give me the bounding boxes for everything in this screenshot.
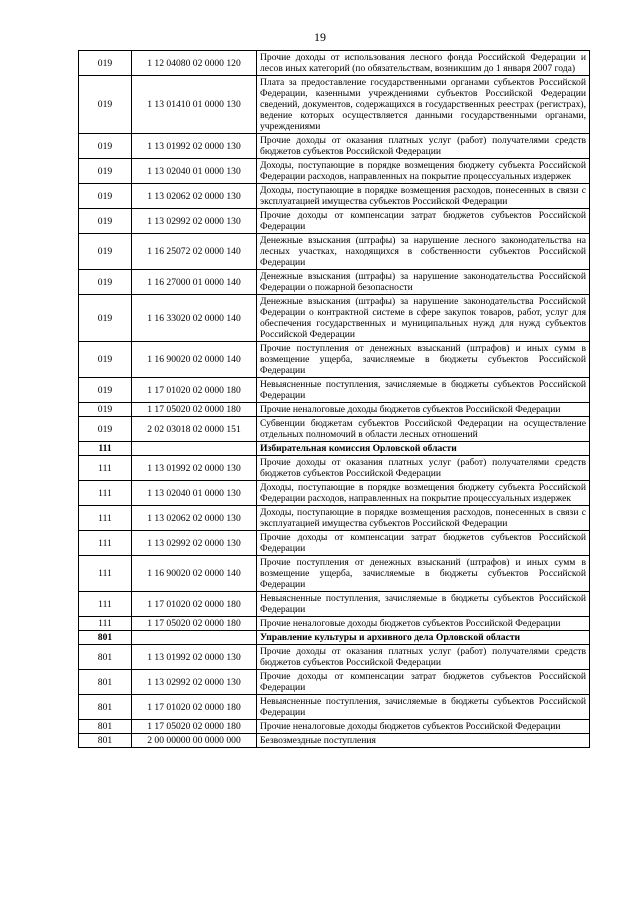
table-row — [79, 734, 590, 748]
revenue-code-cell: 1 13 01992 02 0000 130 — [132, 134, 257, 159]
revenue-code-cell: 1 12 04080 02 0000 120 — [132, 51, 257, 76]
table-row — [79, 342, 590, 378]
revenue-code-cell: 1 17 01020 02 0000 180 — [132, 695, 257, 720]
revenue-code-cell — [132, 442, 257, 456]
table-row — [79, 184, 590, 209]
revenue-code-cell: 1 16 90020 02 0000 140 — [132, 556, 257, 592]
revenue-codes-table — [78, 50, 590, 748]
table-row — [79, 531, 590, 556]
revenue-name-cell: Плата за предоставление государственными органами субъектов Российской Федерации, казенными учреждениями субъектов Российской Федерации сведений, документов, содержащихся в государственных реестрах (регистрах), ведение которых осуществляется данными государственными органами, учреждениями — [257, 76, 590, 134]
table-row — [79, 506, 590, 531]
revenue-code-cell: 1 13 01410 01 0000 130 — [132, 76, 257, 134]
revenue-code-cell: 1 17 05020 02 0000 180 — [132, 617, 257, 631]
revenue-name-cell: Безвозмездные поступления — [257, 734, 590, 748]
table-row — [79, 134, 590, 159]
table-row — [79, 481, 590, 506]
revenue-code-cell: 1 13 02992 02 0000 130 — [132, 531, 257, 556]
revenue-name-cell: Прочие неналоговые доходы бюджетов субъектов Российской Федерации — [257, 617, 590, 631]
revenue-code-cell: 1 16 33020 02 0000 140 — [132, 295, 257, 342]
table-row — [79, 76, 590, 134]
table-row — [79, 417, 590, 442]
revenue-code-cell: 1 13 01992 02 0000 130 — [132, 645, 257, 670]
admin-code-cell: 019 — [79, 234, 132, 270]
revenue-code-cell — [132, 631, 257, 645]
admin-code-cell: 111 — [79, 442, 132, 456]
admin-code-cell: 111 — [79, 556, 132, 592]
table-row — [79, 617, 590, 631]
revenue-name-cell: Доходы, поступающие в порядке возмещения бюджету субъекта Российской Федерации расходов, направленных на покрытие процессуальных издержек — [257, 481, 590, 506]
table-row — [79, 456, 590, 481]
revenue-name-cell: Доходы, поступающие в порядке возмещения бюджету субъекта Российской Федерации расходов, направленных на покрытие процессуальных издержек — [257, 159, 590, 184]
revenue-code-cell: 1 13 02062 02 0000 130 — [132, 506, 257, 531]
admin-code-cell: 019 — [79, 184, 132, 209]
revenue-code-cell: 1 13 01992 02 0000 130 — [132, 456, 257, 481]
revenue-code-cell: 1 17 05020 02 0000 180 — [132, 720, 257, 734]
revenue-name-cell: Денежные взыскания (штрафы) за нарушение законодательства Российской Федерации о контрактной системе в сфере закупок товаров, работ, услуг для обеспечения государственных и муниципальных нужд для нужд субъектов Российской Федерации — [257, 295, 590, 342]
revenue-name-cell: Прочие неналоговые доходы бюджетов субъектов Российской Федерации — [257, 403, 590, 417]
admin-code-cell: 111 — [79, 617, 132, 631]
revenue-name-cell: Прочие поступления от денежных взысканий (штрафов) и иных сумм в возмещение ущерба, зачисляемые в бюджеты субъектов Российской Федерации — [257, 342, 590, 378]
admin-code-cell: 019 — [79, 342, 132, 378]
admin-code-cell: 019 — [79, 51, 132, 76]
section-header-row — [79, 442, 590, 456]
table-row — [79, 234, 590, 270]
revenue-code-cell: 1 13 02992 02 0000 130 — [132, 209, 257, 234]
revenue-code-cell: 1 17 01020 02 0000 180 — [132, 378, 257, 403]
admin-code-cell: 019 — [79, 378, 132, 403]
table-row — [79, 592, 590, 617]
admin-code-cell: 801 — [79, 720, 132, 734]
revenue-code-cell: 1 17 05020 02 0000 180 — [132, 403, 257, 417]
revenue-name-cell: Прочие доходы от оказания платных услуг (работ) получателями средств бюджетов субъектов Российской Федерации — [257, 456, 590, 481]
revenue-name-cell: Невыясненные поступления, зачисляемые в бюджеты субъектов Российской Федерации — [257, 695, 590, 720]
admin-code-cell: 801 — [79, 670, 132, 695]
revenue-name-cell: Прочие неналоговые доходы бюджетов субъектов Российской Федерации — [257, 720, 590, 734]
revenue-code-cell: 1 13 02062 02 0000 130 — [132, 184, 257, 209]
revenue-name-cell: Невыясненные поступления, зачисляемые в бюджеты субъектов Российской Федерации — [257, 592, 590, 617]
revenue-name-cell: Невыясненные поступления, зачисляемые в бюджеты субъектов Российской Федерации — [257, 378, 590, 403]
admin-code-cell: 801 — [79, 631, 132, 645]
admin-code-cell: 801 — [79, 734, 132, 748]
page-number: 19 — [314, 30, 326, 44]
admin-code-cell: 019 — [79, 270, 132, 295]
revenue-name-cell: Прочие доходы от компенсации затрат бюджетов субъектов Российской Федерации — [257, 531, 590, 556]
admin-code-cell: 111 — [79, 481, 132, 506]
admin-code-cell: 019 — [79, 295, 132, 342]
table-row — [79, 645, 590, 670]
revenue-code-cell: 1 13 02992 02 0000 130 — [132, 670, 257, 695]
admin-code-cell: 801 — [79, 695, 132, 720]
revenue-name-cell: Доходы, поступающие в порядке возмещения расходов, понесенных в связи с эксплуатацией имущества субъектов Российской Федерации — [257, 506, 590, 531]
revenue-name-cell: Прочие доходы от использования лесного фонда Российской Федерации и лесов иных категорий (по обязательствам, возникшим до 1 января 2007 года) — [257, 51, 590, 76]
revenue-code-cell: 2 02 03018 02 0000 151 — [132, 417, 257, 442]
table-row — [79, 670, 590, 695]
revenue-name-cell: Прочие доходы от оказания платных услуг (работ) получателями средств бюджетов субъектов Российской Федерации — [257, 134, 590, 159]
admin-code-cell: 019 — [79, 159, 132, 184]
table-row — [79, 556, 590, 592]
revenue-code-cell: 2 00 00000 00 0000 000 — [132, 734, 257, 748]
table-row — [79, 720, 590, 734]
revenue-name-cell: Прочие доходы от оказания платных услуг (работ) получателями средств бюджетов субъектов Российской Федерации — [257, 645, 590, 670]
revenue-name-cell: Управление культуры и архивного дела Орловской области — [257, 631, 590, 645]
admin-code-cell: 019 — [79, 209, 132, 234]
revenue-name-cell: Субвенции бюджетам субъектов Российской Федерации на осуществление отдельных полномочий в области лесных отношений — [257, 417, 590, 442]
admin-code-cell: 111 — [79, 531, 132, 556]
table-row — [79, 378, 590, 403]
admin-code-cell: 801 — [79, 645, 132, 670]
admin-code-cell: 019 — [79, 76, 132, 134]
admin-code-cell: 111 — [79, 456, 132, 481]
revenue-name-cell: Денежные взыскания (штрафы) за нарушение лесного законодательства на лесных участках, находящихся в собственности субъектов Российской Федерации — [257, 234, 590, 270]
admin-code-cell: 019 — [79, 417, 132, 442]
table-row — [79, 695, 590, 720]
revenue-name-cell: Доходы, поступающие в порядке возмещения расходов, понесенных в связи с эксплуатацией имущества субъектов Российской Федерации — [257, 184, 590, 209]
table-row — [79, 209, 590, 234]
table-row — [79, 159, 590, 184]
revenue-code-cell: 1 16 25072 02 0000 140 — [132, 234, 257, 270]
revenue-code-cell: 1 17 01020 02 0000 180 — [132, 592, 257, 617]
admin-code-cell: 111 — [79, 592, 132, 617]
revenue-code-cell: 1 13 02040 01 0000 130 — [132, 481, 257, 506]
table-row — [79, 403, 590, 417]
revenue-name-cell: Прочие поступления от денежных взысканий (штрафов) и иных сумм в возмещение ущерба, зачисляемые в бюджеты субъектов Российской Федерации — [257, 556, 590, 592]
revenue-code-cell: 1 16 27000 01 0000 140 — [132, 270, 257, 295]
revenue-name-cell: Прочие доходы от компенсации затрат бюджетов субъектов Российской Федерации — [257, 209, 590, 234]
revenue-name-cell: Избирательная комиссия Орловской области — [257, 442, 590, 456]
revenue-code-cell: 1 13 02040 01 0000 130 — [132, 159, 257, 184]
table-row — [79, 51, 590, 76]
revenue-name-cell: Денежные взыскания (штрафы) за нарушение законодательства Российской Федерации о пожарной безопасности — [257, 270, 590, 295]
section-header-row — [79, 631, 590, 645]
revenue-name-cell: Прочие доходы от компенсации затрат бюджетов субъектов Российской Федерации — [257, 670, 590, 695]
table-row — [79, 295, 590, 342]
admin-code-cell: 019 — [79, 134, 132, 159]
revenue-code-cell: 1 16 90020 02 0000 140 — [132, 342, 257, 378]
admin-code-cell: 019 — [79, 403, 132, 417]
table-body — [79, 51, 590, 748]
admin-code-cell: 111 — [79, 506, 132, 531]
table-row — [79, 270, 590, 295]
